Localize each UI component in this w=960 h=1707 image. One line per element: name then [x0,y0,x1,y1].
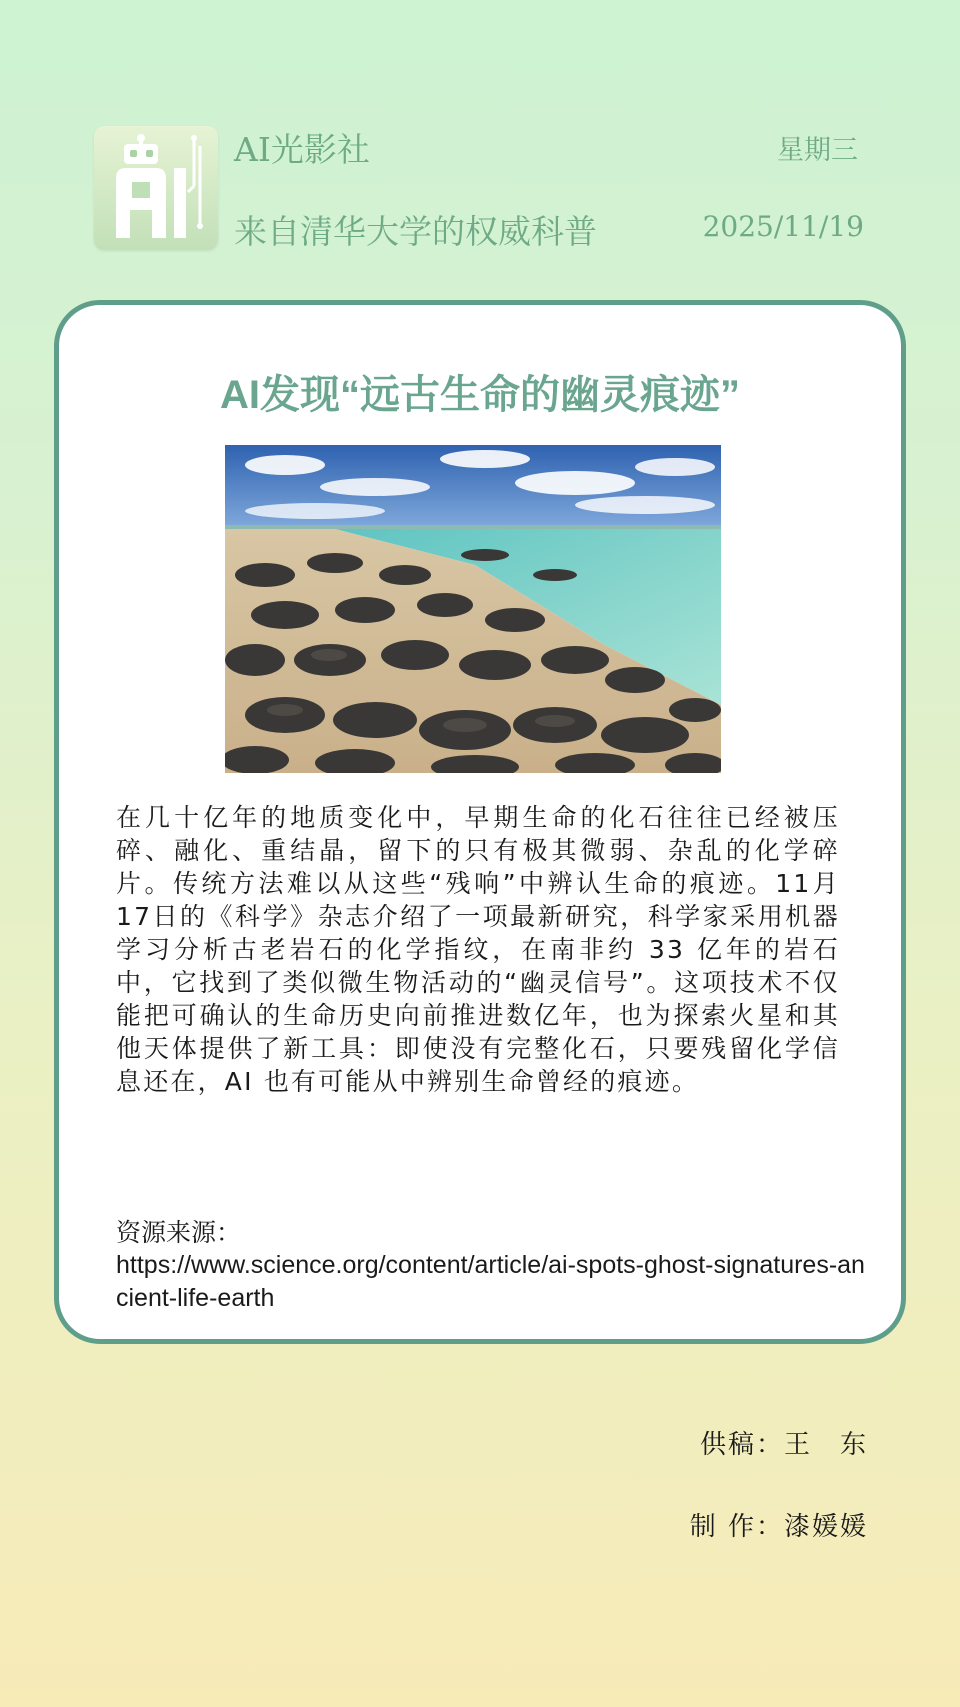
source-label: 资源来源： [116,1218,242,1247]
producer-credit: 制 作：漆媛媛 [689,1512,868,1542]
brand-name: AI光影社 [234,130,370,169]
rocky-shoreline-photo [225,445,721,773]
source-link[interactable]: https://www.science.org/content/article/ai-spots-ghost-signatures-ancient-life-earth [116,1251,865,1312]
ai-robot-logo-icon [94,126,218,250]
contributor-credit: 供稿：王 东 [699,1430,868,1460]
article-card [54,300,906,1344]
date-label: 2025/11/19 [702,210,864,243]
article-title: AI发现“远古生命的幽灵痕迹” [220,373,740,417]
brand-slogan: 来自清华大学的权威科普 [234,212,597,251]
article-body: 在几十亿年的地质变化中，早期生命的化石往往已经被压碎、融化、重结晶，留下的只有极其微弱、杂乱的化学碎片。传统方法难以从这些“残响”中辨认生命的痕迹。11月17日的《科学》杂志介绍了一项最新研究，科学家采用机器学习分析古老岩石的化学指纹，在南非约 33 亿年的岩石中，它找到了类似微生物活动的“幽灵信号”。这项技术不仅能把可确认的生命历史向前推进数亿年，也为探索火星和其他天体提供了新工具：即使没有完整化石，只要残留化学信息还在，AI 也有可能从中辨别生命曾经的痕迹。 [116,803,840,1096]
weekday-label: 星期三 [777,135,858,166]
